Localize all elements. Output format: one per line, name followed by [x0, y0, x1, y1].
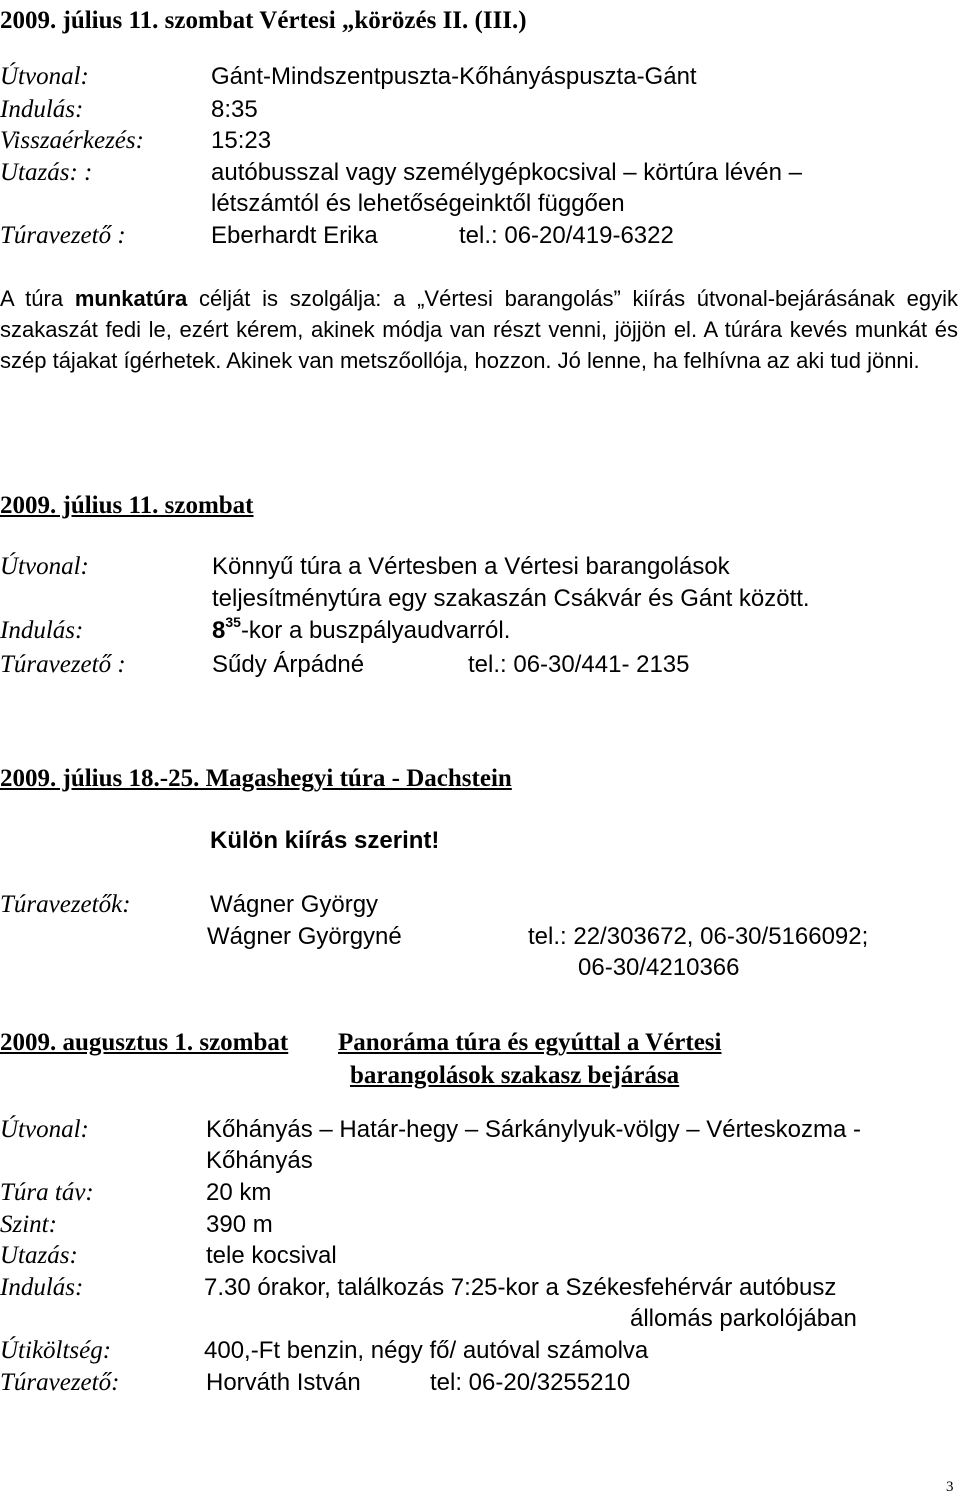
leader-1: Wágner György [210, 891, 379, 918]
return-label: Visszaérkezés: [0, 127, 144, 154]
separate-notice: Külön kiírás szerint! [210, 827, 440, 854]
elevation-label: Szint: [0, 1211, 57, 1238]
leader-label: Túravezető : [0, 222, 126, 249]
cost-label: Útiköltség: [0, 1337, 112, 1364]
section-3-heading: 2009. július 18.-25. Magashegyi túra - Dachstein [0, 765, 512, 792]
route-line-1: Könnyű túra a Vértesben a Vértesi barangolások [212, 553, 730, 580]
start-value: 7.30 órakor, találkozás 7:25-kor a Székesfehérvár autóbusz [204, 1274, 837, 1301]
section-4-title-line-1: Panoráma túra és egyúttal a Vértesi [338, 1029, 722, 1056]
travel-value: autóbusszal vagy személygépkocsival – körtúra lévén – [211, 159, 802, 186]
paragraph-text-rest: célját is szolgálja: a „Vértesi barangolás” kiírás útvonal-bejárásának egyik szakaszát fedi le, ezért kérem, akinek módja van részt venni, jöjjön el. A túrára kevés munkát és szép tájakat ígérhetek. Akinek van metszőollója, hozzon. Jó lenne, ha felhívna az aki tud jönni. [0, 286, 958, 373]
route-value-line-2: Kőhányás [206, 1147, 313, 1174]
section-2-heading: 2009. július 11. szombat [0, 492, 254, 519]
travel-value-line2: létszámtól és lehetőségeinktől függően [211, 190, 625, 217]
return-value: 15:23 [211, 127, 272, 154]
route-value: Gánt-Mindszentpuszta-Kőhányáspuszta-Gánt [211, 63, 697, 90]
route-value: Kőhányás – Határ-hegy – Sárkánylyuk-völgy – Vérteskozma - [206, 1116, 861, 1143]
leader-phone: tel.: 06-20/419-6322 [459, 222, 674, 249]
route-label: Útvonal: [0, 1116, 89, 1143]
travel-label: Utazás: : [0, 159, 93, 186]
leaders-phone-line-1: tel.: 22/303672, 06-30/5166092; [528, 923, 869, 950]
leader-label: Túravezető: [0, 1369, 120, 1396]
section-4-title-line-2: barangolások szakasz bejárása [350, 1062, 680, 1089]
page-number: 3 [946, 1479, 954, 1495]
leader-name: Eberhardt Erika [211, 222, 378, 249]
start-minutes: 35 [225, 614, 241, 630]
distance-value: 20 km [206, 1179, 272, 1206]
start-value-line-2: állomás parkolójában [630, 1305, 857, 1332]
elevation-value: 390 m [206, 1211, 273, 1238]
start-rest: -kor a buszpályaudvarról. [240, 617, 511, 644]
leader-name: Sűdy Árpádné [212, 651, 365, 678]
route-label: Útvonal: [0, 63, 89, 90]
section-1-heading: 2009. július 11. szombat Vértesi „körözés II. (III.) [0, 7, 527, 34]
start-label: Indulás: [0, 96, 84, 123]
distance-label: Túra táv: [0, 1179, 94, 1206]
start-hour: 8 [212, 617, 226, 644]
cost-value: 400,-Ft benzin, négy fő/ autóval számolva [204, 1337, 649, 1364]
start-value [212, 614, 511, 644]
start-value: 8:35 [211, 96, 258, 123]
route-line-2: teljesítménytúra egy szakaszán Csákvár és Gánt között. [212, 585, 810, 612]
paragraph-text-start: A túra [0, 286, 75, 311]
leader-2: Wágner Györgyné [207, 923, 402, 950]
leaders-label: Túravezetők: [0, 891, 131, 918]
leader-phone: tel: 06-20/3255210 [430, 1369, 631, 1396]
leaders-phone-line-2: 06-30/4210366 [578, 954, 740, 981]
travel-value: tele kocsival [206, 1242, 337, 1269]
section-1-paragraph [0, 283, 958, 376]
route-label: Útvonal: [0, 553, 89, 580]
leader-name: Horváth István [206, 1369, 361, 1396]
start-label: Indulás: [0, 1274, 84, 1301]
leader-phone: tel.: 06-30/441- 2135 [468, 651, 690, 678]
leader-label: Túravezető : [0, 651, 126, 678]
travel-label: Utazás: [0, 1242, 78, 1269]
paragraph-bold-word: munkatúra [74, 286, 188, 311]
section-4-date: 2009. augusztus 1. szombat [0, 1029, 289, 1056]
start-label: Indulás: [0, 617, 84, 644]
